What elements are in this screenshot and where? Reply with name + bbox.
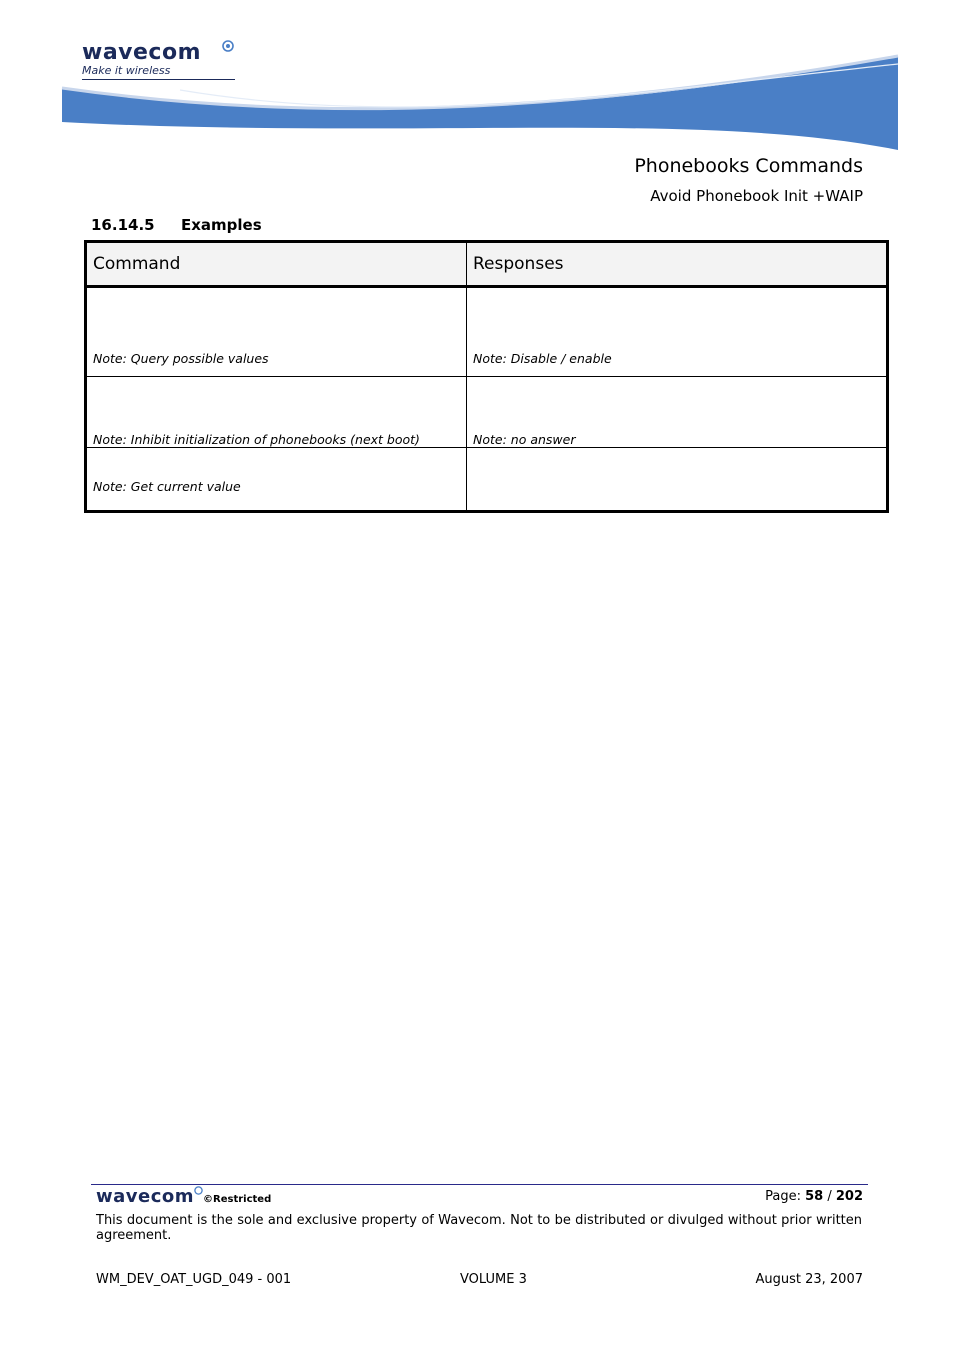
table-header-row bbox=[86, 242, 888, 287]
command-cell bbox=[86, 287, 467, 377]
column-header-responses: Responses bbox=[467, 242, 888, 287]
examples-table bbox=[84, 240, 889, 513]
section-title: Examples bbox=[181, 216, 262, 234]
section-number: 16.14.5 bbox=[91, 216, 155, 234]
command-note: Note: Inhibit initialization of phonebooks (next boot) bbox=[93, 432, 420, 447]
column-header-command: Command bbox=[86, 242, 467, 287]
response-note: Note: Disable / enable bbox=[473, 351, 612, 366]
restricted-label: ©Restricted bbox=[203, 1194, 272, 1205]
table-row bbox=[86, 448, 888, 512]
table-row bbox=[86, 377, 888, 448]
page-total: 202 bbox=[835, 1189, 863, 1204]
page-separator: / bbox=[827, 1189, 832, 1204]
chapter-title: Phonebooks Commands bbox=[634, 155, 863, 177]
command-note: Note: Get current value bbox=[93, 479, 241, 494]
logo-wordmark: wavecom bbox=[82, 40, 202, 65]
section-subtitle: Avoid Phonebook Init +WAIP bbox=[650, 187, 863, 205]
page-current: 58 bbox=[805, 1189, 824, 1204]
page-label-text: Page: bbox=[765, 1189, 801, 1204]
command-note: Note: Query possible values bbox=[93, 351, 269, 366]
page-number bbox=[765, 1189, 863, 1204]
command-cell bbox=[86, 448, 467, 512]
table-row bbox=[86, 287, 888, 377]
footer-logo-signal-icon bbox=[194, 1186, 203, 1195]
command-cell bbox=[86, 377, 467, 448]
footer-divider bbox=[91, 1184, 868, 1185]
response-note bbox=[473, 494, 880, 510]
confidentiality-notice: This document is the sole and exclusive property of Wavecom. Not to be distributed or divulged without prior written agreement. bbox=[96, 1213, 862, 1243]
volume-label: VOLUME 3 bbox=[460, 1272, 527, 1287]
response-cell bbox=[467, 377, 888, 448]
document-date: August 23, 2007 bbox=[755, 1272, 863, 1287]
header-swoosh-graphic bbox=[0, 50, 954, 160]
document-id: WM_DEV_OAT_UGD_049 - 001 bbox=[96, 1272, 292, 1287]
response-cell bbox=[467, 448, 888, 512]
response-note: Note: no answer bbox=[473, 432, 576, 447]
footer-logo bbox=[96, 1186, 271, 1207]
section-heading bbox=[91, 216, 262, 234]
footer-logo-wordmark: wavecom bbox=[96, 1186, 195, 1207]
logo-tagline: Make it wireless bbox=[82, 64, 171, 77]
response-cell bbox=[467, 287, 888, 377]
